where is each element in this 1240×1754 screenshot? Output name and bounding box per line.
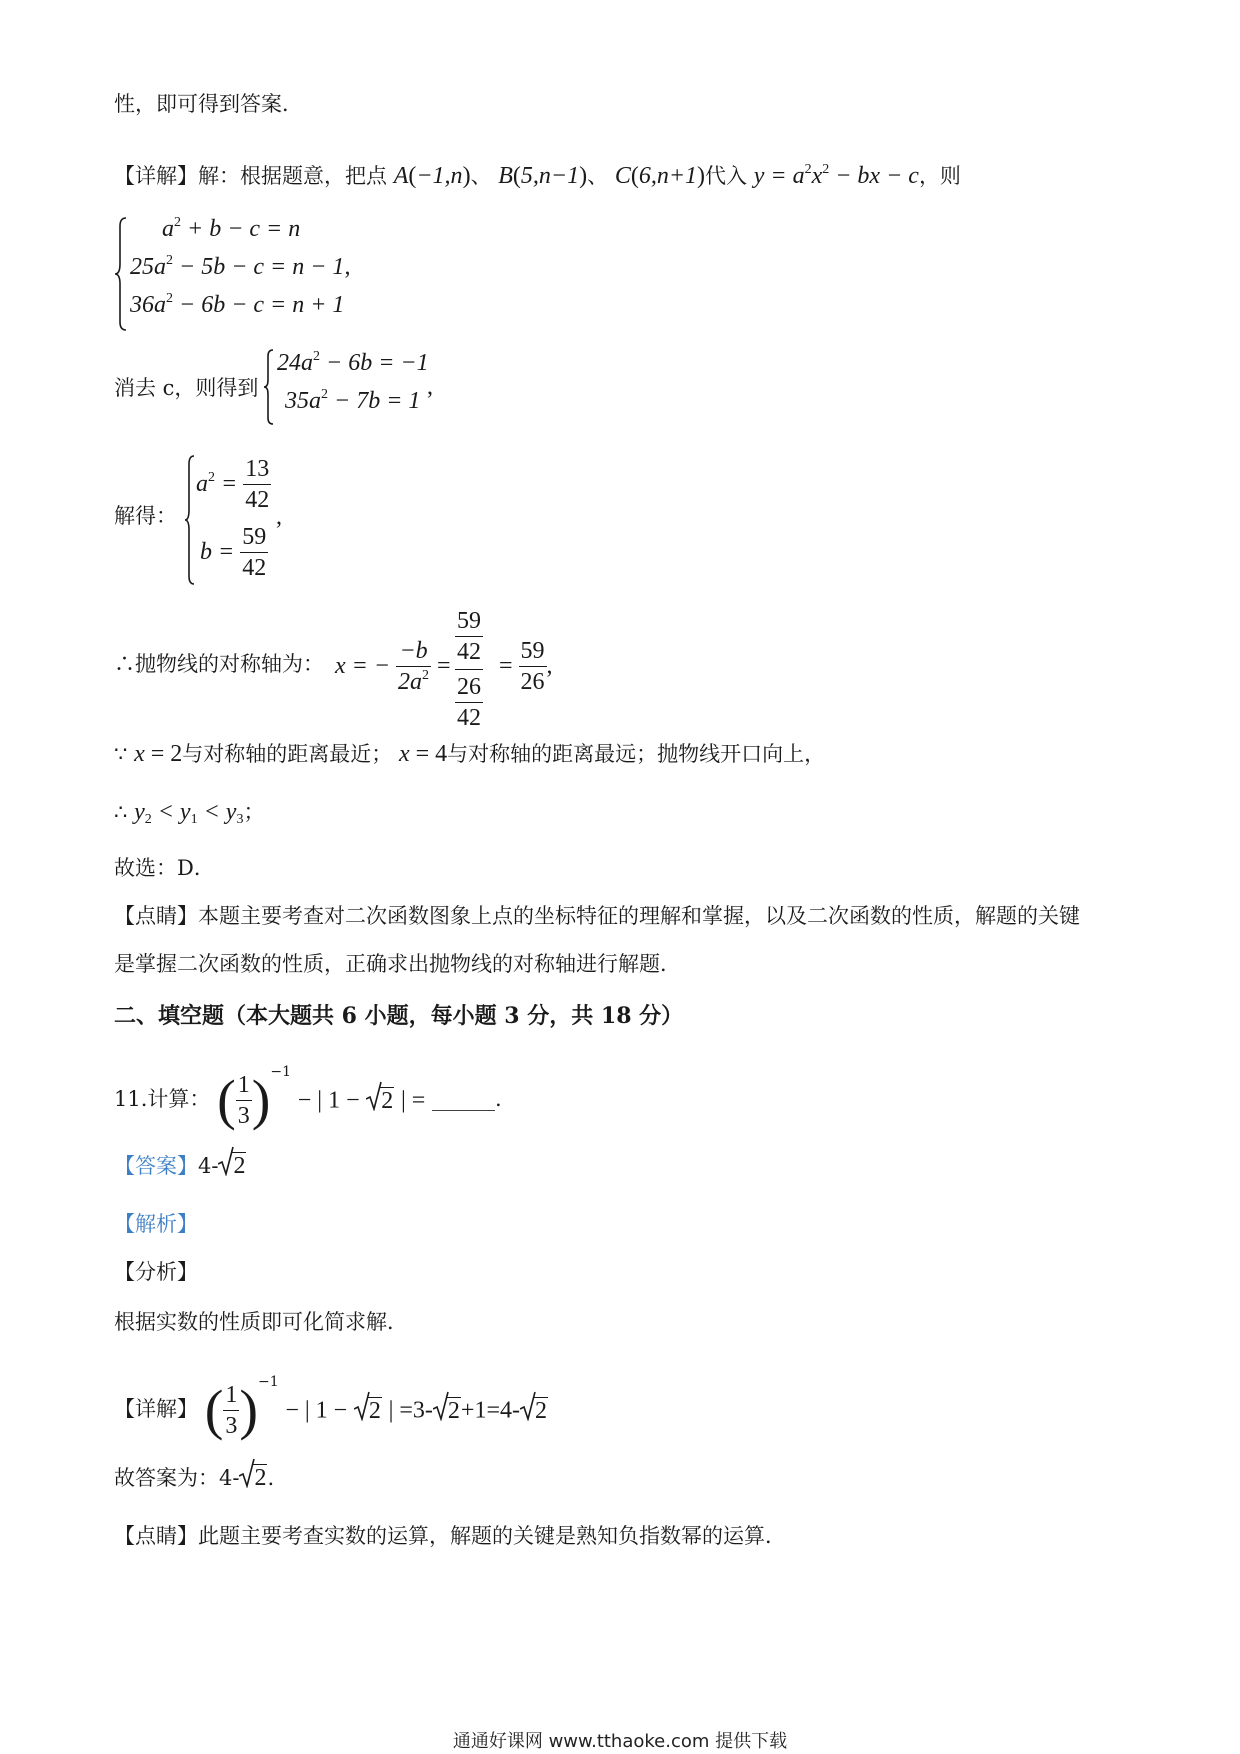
axis-part-1: x = − $\frac{-b}{2a^2}$ = (335, 638, 451, 695)
fenxi-label: 【分析】 (114, 1260, 198, 1284)
analysis-label: 【解析】 (114, 1212, 198, 1236)
solution-a-squared: $a^2$ = $\frac{13}{42}$ (196, 456, 270, 513)
eliminate-label: 消去 c，则得到 (114, 376, 259, 400)
detail-line-1: 【详解】解：根据题意，把点 A(−1,n)、 B(5,n−1)、 C(6,n+1)代入 $y = a^2x^2$ − bx − c，则 (114, 162, 961, 189)
because-line: ∵ x = 2与对称轴的距离最近； x = 4与对称轴的距离最远；抛物线开口向上， (114, 741, 826, 767)
answer-label: 【答案】 (114, 1154, 198, 1178)
because-text-1: 与对称轴的距离最近； (182, 742, 393, 766)
left-brace-icon (263, 348, 275, 426)
system2-row-1: $24a^2 - 6b = -1$ (277, 349, 429, 376)
system2-row-2: $35a^2 - 7b = 1$ (285, 387, 421, 414)
answer-line: 【答案】4- 2 (114, 1150, 246, 1182)
final-answer-text: 故答案为：4- (114, 1466, 240, 1490)
system2-comma: , (427, 374, 433, 400)
compound-bottom-den: 42 (455, 702, 483, 733)
detail-text-b: 代入 (705, 164, 748, 188)
system1-row-3: $36a^2 - 6b - c = n + 1$ (130, 291, 345, 318)
compound-top-num: 59 (457, 608, 481, 634)
question-11-label: 11.计算： (114, 1087, 211, 1111)
solution-system (184, 452, 344, 588)
detail-label: 【详解】 (114, 164, 198, 188)
system1-row-2: $25a^2 - 5b - c = n - 1$, (130, 253, 351, 280)
solve-label: 解得： (114, 504, 177, 528)
compound-top-den: 42 (455, 636, 483, 667)
detail-2-expression: ( $\frac{1}{3}$ )$^{-1}$ − | 1 − 2 | =3- 2+1=4- 2 (204, 1374, 547, 1442)
b-numerator: 59 (242, 524, 267, 550)
solution-comma: , (276, 504, 282, 530)
compound-fraction (455, 606, 483, 733)
page-footer: 通通好课网 www.tthaoke.com 提供下载 (452, 1731, 788, 1752)
comment-2-line (114, 1520, 786, 1552)
axis-formula (335, 606, 575, 731)
system1-row-1: $a^2 + b - c = n$ (162, 215, 301, 242)
detail-text-c: ，则 (918, 164, 961, 188)
detail-text-a: 解：根据题意，把点 (198, 164, 387, 188)
fenxi-text: 根据实数的性质即可化简求解． (114, 1310, 408, 1334)
axis-result: = $\frac{59}{26}$ , (499, 638, 553, 695)
comment-1-label: 【点睛】 (114, 904, 198, 928)
choose-line: 故选：D． (114, 856, 215, 880)
a-numerator: 13 (245, 456, 270, 482)
equation-system-2 (263, 346, 463, 428)
comment-2-label: 【点睛】 (114, 1524, 198, 1548)
because-text-2: 与对称轴的距离最远；抛物线开口向上， (447, 742, 826, 766)
q11-expression: ( $\frac{1}{3}$ )$^{-1}$ − | 1 − 2 | = (217, 1064, 426, 1132)
comment-1-line-1 (114, 900, 1080, 932)
because-symbol: ∵ (114, 742, 128, 766)
section-2-heading: 二、填空题（本大题共 6 小题，每小题 3 分，共 18 分） (114, 1003, 684, 1029)
left-brace-icon (184, 454, 196, 586)
comment-2-text: 此题主要考查实数的运算，解题的关键是熟知负指数幂的运算． (198, 1524, 786, 1548)
b-denominator: 42 (240, 552, 268, 583)
result-num: 59 (520, 638, 545, 664)
comment-1-text-1: 本题主要考查对二次函数图象上点的坐标特征的理解和掌握，以及二次函数的性质，解题的关键 (198, 904, 1080, 928)
point-a: A(−1,n) (393, 163, 471, 189)
question-11 (114, 1064, 502, 1132)
compound-bottom-num: 26 (457, 674, 481, 700)
result-den: 26 (519, 666, 547, 697)
solution-b: b = $\frac{59}{42}$ (200, 524, 267, 581)
a-denominator: 42 (243, 484, 271, 515)
axis-label: ∴抛物线的对称轴为： (114, 652, 324, 676)
final-answer-line: 故答案为：4- 2. (114, 1462, 274, 1494)
detail-line-2 (114, 1374, 548, 1442)
point-c: C(6,n+1) (614, 163, 706, 189)
left-brace-icon (114, 216, 128, 332)
answer-value: 4- (198, 1154, 219, 1178)
therefore-line: ∴ $y_2 < y_1 < y_3$； (114, 799, 265, 827)
detail-2-label: 【详解】 (114, 1397, 198, 1421)
question-11-blank: ______. (432, 1087, 502, 1111)
therefore-symbol: ∴ (114, 800, 128, 824)
text-line-top: 性，即可得到答案． (114, 92, 303, 116)
parabola-equation: $y = a^2x^2$ − bx − c (753, 162, 919, 189)
comment-1-line-2: 是掌握二次函数的性质，正确求出抛物线的对称轴进行解题． (114, 952, 681, 976)
equation-system-1 (114, 212, 414, 332)
point-b: B(5,n−1) (498, 163, 588, 189)
